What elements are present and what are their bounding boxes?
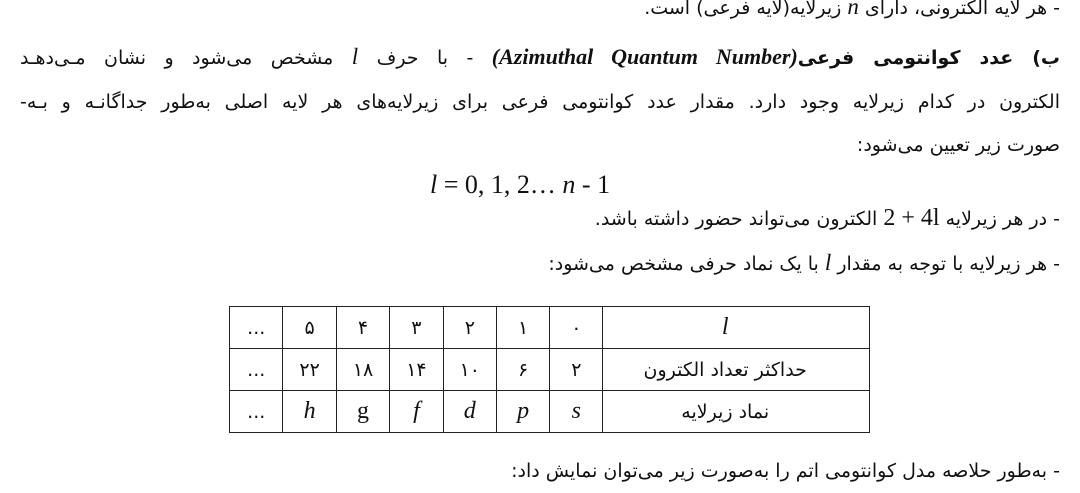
section-heading-line xyxy=(20,44,1060,71)
variable-l: l xyxy=(351,44,359,69)
table-cell: ۵ xyxy=(283,307,336,349)
table-cell: ۰ xyxy=(550,307,603,349)
heading-text-after: مشخص می‌شود و نشان مـی‌دهـد xyxy=(20,47,334,69)
summary-line: - به‌طور حلاصه مدل کوانتومی اتم را به‌صورت زیر می‌توان نمایش داد: xyxy=(511,460,1060,482)
symbol-suffix: با یک نماد حرفی مشخص می‌شود: xyxy=(548,253,819,275)
table-cell: ۳ xyxy=(390,307,443,349)
row-label-l: l xyxy=(603,307,870,349)
table-cell: ۲ xyxy=(550,349,603,391)
table-cell: p xyxy=(497,391,550,433)
variable-l-2: l xyxy=(824,250,832,275)
table-row xyxy=(230,307,870,349)
formula-rhs-start: = 0, 1, 2… xyxy=(437,170,563,199)
symbol-prefix: - هر زیرلایه با توجه به مقدار xyxy=(837,253,1060,275)
heading-text-before: - با حرف xyxy=(376,47,474,69)
table-cell-ellipsis: ... xyxy=(230,349,283,391)
table-cell: g xyxy=(336,391,389,433)
table-cell: f xyxy=(390,391,443,433)
row-label-max-electrons: حداکثر تعداد الکترون xyxy=(603,349,870,391)
table-cell-ellipsis: ... xyxy=(230,307,283,349)
subshell-table xyxy=(229,306,870,433)
table-cell: ۲ xyxy=(443,307,496,349)
formula-n: n xyxy=(562,170,576,199)
table-cell: s xyxy=(550,391,603,433)
intro-suffix: زیرلایه(لایه فرعی) است. xyxy=(644,0,842,19)
electron-capacity-line xyxy=(595,205,1060,232)
capacity-suffix: الکترون می‌تواند حضور داشته باشد. xyxy=(594,208,878,230)
table-cell-ellipsis: ... xyxy=(230,391,283,433)
paragraph-line-4: صورت زیر تعیین می‌شود: xyxy=(856,134,1060,156)
intro-prefix: - هر لایه الکترونی، دارای xyxy=(864,0,1060,19)
formula-rhs-end: - 1 xyxy=(575,170,611,199)
capacity-expr-text: 2 + 4l xyxy=(883,205,940,231)
table-row xyxy=(230,391,870,433)
formula xyxy=(430,170,610,200)
capacity-expression xyxy=(883,205,939,231)
table-cell: ۱۴ xyxy=(390,349,443,391)
capacity-prefix: - در هر زیرلایه xyxy=(945,208,1060,230)
english-term: (Azimuthal Quantum Number) xyxy=(491,44,798,69)
table-cell: ۲۲ xyxy=(283,349,336,391)
table-cell: h xyxy=(283,391,336,433)
formula-lhs: l xyxy=(430,170,438,199)
table-cell: ۶ xyxy=(497,349,550,391)
table-cell: ۱۰ xyxy=(443,349,496,391)
table-cell: ۴ xyxy=(336,307,389,349)
variable-n: n xyxy=(847,0,859,19)
paragraph-line-3: الکترون در کدام زیرلایه وجود دارد. مقدار عدد کوانتومی فرعی برای زیرلایه‌های هر لایه اصلی به‌طور جداگانـه و بـه- xyxy=(20,91,1060,113)
symbol-line xyxy=(548,250,1060,277)
table-row xyxy=(230,349,870,391)
row-label-subshell-symbol: نماد زیرلایه xyxy=(603,391,870,433)
section-heading: ب) عدد کوانتومی فرعی xyxy=(797,47,1061,69)
intro-line xyxy=(644,0,1060,21)
table-cell: ۱۸ xyxy=(336,349,389,391)
table-cell: d xyxy=(443,391,496,433)
table-cell: ۱ xyxy=(497,307,550,349)
